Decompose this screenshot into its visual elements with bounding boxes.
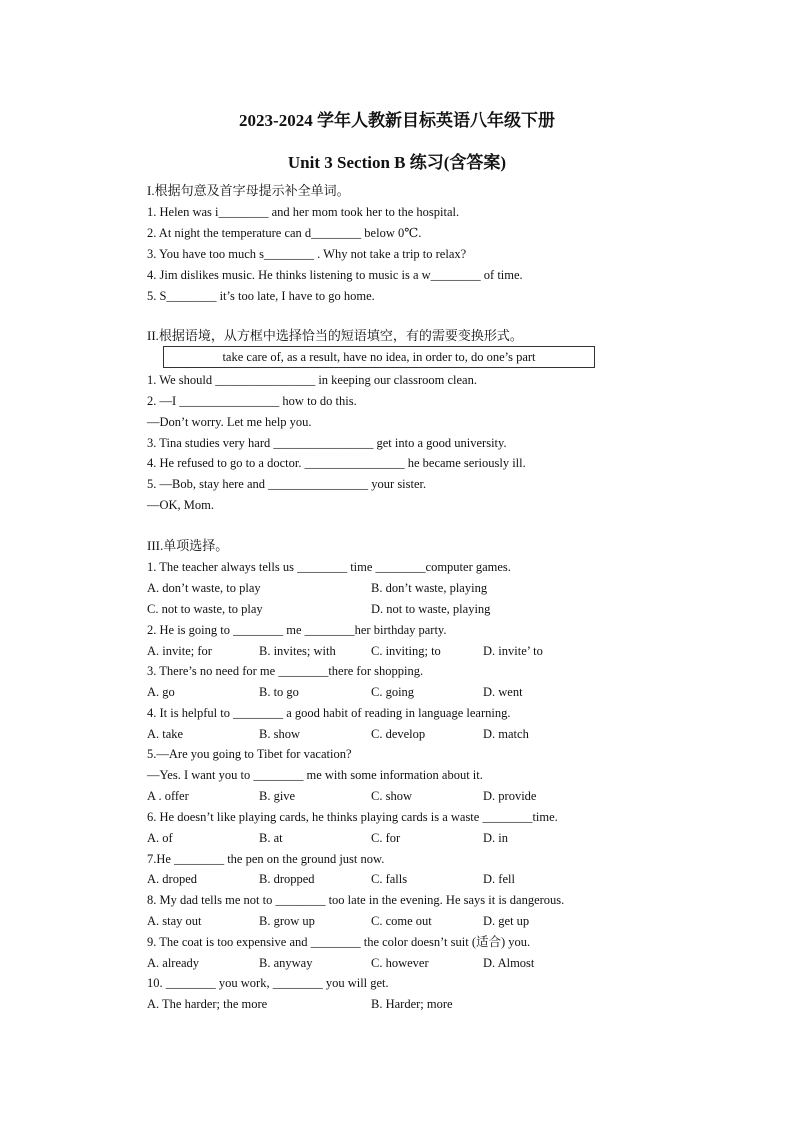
section-2-item: 2. —I ________________ how to do this. (147, 394, 357, 408)
option-c: C. falls (371, 872, 408, 886)
section-1-heading: I.根据句意及首字母提示补全单词。 (147, 183, 350, 198)
option-a: A. The harder; the more (147, 997, 268, 1011)
option-b: B. anyway (259, 956, 313, 970)
section-1-item: 3. You have too much s________ . Why not take a trip to relax? (147, 247, 467, 261)
question-4: 4. It is helpful to ________ a good habit of reading in language learning. (147, 706, 511, 720)
option-c: C. develop (371, 727, 426, 741)
question-7: 7.He ________ the pen on the ground just now. (147, 852, 385, 866)
section-2-item: —OK, Mom. (147, 498, 215, 512)
option-d: D. invite’ to (483, 644, 543, 658)
section-1-item: 4. Jim dislikes music. He thinks listening to music is a w________ of time. (147, 268, 523, 282)
option-b: B. give (259, 789, 296, 803)
option-b: B. invites; with (259, 644, 336, 658)
option-c: C. going (371, 685, 415, 699)
section-2-item: 4. He refused to go to a doctor. ________________ he became seriously ill. (147, 456, 526, 470)
section-1-item: 5. S________ it’s too late, I have to go home. (147, 289, 375, 303)
question-8: 8. My dad tells me not to ________ too late in the evening. He says it is dangerous. (147, 893, 565, 907)
option-b: B. don’t waste, playing (371, 581, 488, 595)
option-a: A. take (147, 727, 184, 741)
question-10: 10. ________ you work, ________ you will get. (147, 976, 389, 990)
question-9: 9. The coat is too expensive and ________ the color doesn’t suit (适合) you. (147, 935, 531, 949)
section-2-item: 5. —Bob, stay here and ________________ your sister. (147, 477, 427, 491)
option-b: B. grow up (259, 914, 315, 928)
option-c: C. inviting; to (371, 644, 441, 658)
section-3-heading: III.单项选择。 (147, 538, 229, 553)
option-a: A . offer (147, 789, 189, 803)
option-a: A. already (147, 956, 200, 970)
section-1-item: 2. At night the temperature can d________ below 0℃. (147, 226, 422, 240)
question-5-response: —Yes. I want you to ________ me with some information about it. (147, 768, 483, 782)
document-title: 2023-2024 学年人教新目标英语八年级下册 (239, 111, 555, 130)
option-a: A. of (147, 831, 173, 845)
option-c: C. come out (371, 914, 432, 928)
option-b: B. to go (259, 685, 299, 699)
option-c: C. for (371, 831, 401, 845)
document-subtitle: Unit 3 Section B 练习(含答案) (287, 153, 507, 172)
question-3: 3. There’s no need for me ________there for shopping. (147, 664, 424, 678)
option-a: A. go (147, 685, 175, 699)
phrase-box: take care of, as a result, have no idea, in order to, do one’s part (163, 346, 595, 368)
section-2-item: 3. Tina studies very hard ________________ get into a good university. (147, 436, 507, 450)
question-6: 6. He doesn’t like playing cards, he thinks playing cards is a waste ________time. (147, 810, 558, 824)
option-a: A. stay out (147, 914, 202, 928)
option-a: A. don’t waste, to play (147, 581, 261, 595)
question-1: 1. The teacher always tells us ________ time ________computer games. (147, 560, 511, 574)
option-d: D. provide (483, 789, 537, 803)
option-d: D. not to waste, playing (371, 602, 491, 616)
option-d: D. fell (483, 872, 515, 886)
option-c: C. show (371, 789, 412, 803)
option-c: C. not to waste, to play (147, 602, 263, 616)
option-b: B. Harder; more (371, 997, 453, 1011)
section-2-item: —Don’t worry. Let me help you. (147, 415, 312, 429)
question-2: 2. He is going to ________ me ________her birthday party. (147, 623, 447, 637)
option-d: D. Almost (483, 956, 535, 970)
option-d: D. match (483, 727, 529, 741)
option-a: A. droped (147, 872, 197, 886)
section-2-item: 1. We should ________________ in keeping our classroom clean. (147, 373, 477, 387)
section-1-item: 1. Helen was i________ and her mom took her to the hospital. (147, 205, 460, 219)
option-c: C. however (371, 956, 429, 970)
option-a: A. invite; for (147, 644, 212, 658)
question-5: 5.—Are you going to Tibet for vacation? (147, 747, 352, 761)
section-2-heading: II.根据语境，从方框中选择恰当的短语填空，有的需要变换形式。 (147, 328, 523, 343)
option-d: D. get up (483, 914, 530, 928)
option-b: B. dropped (259, 872, 315, 886)
option-d: D. went (483, 685, 523, 699)
option-b: B. show (259, 727, 300, 741)
option-d: D. in (483, 831, 508, 845)
option-b: B. at (259, 831, 283, 845)
